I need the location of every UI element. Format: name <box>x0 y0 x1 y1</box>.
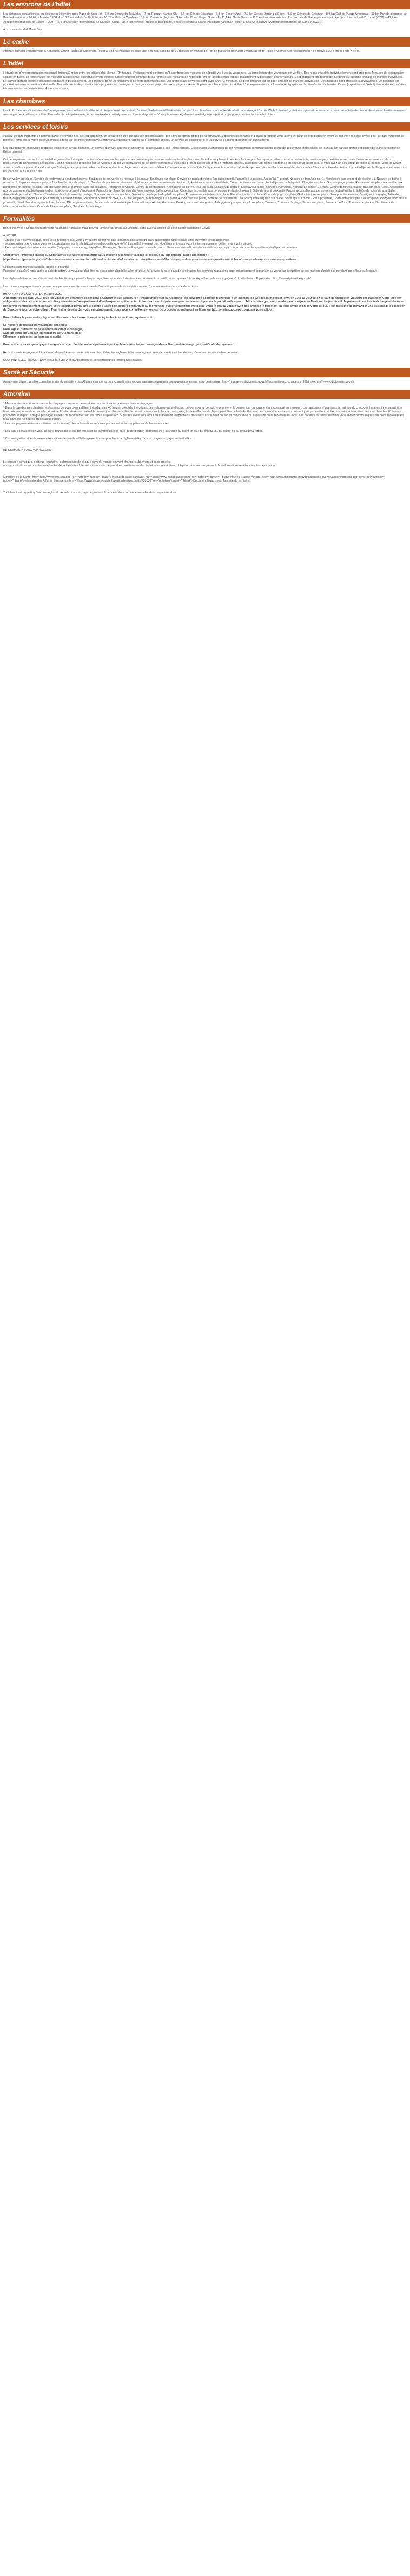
services-text-1: Passez de purs moments de détente dans l'incroyable spa de l'hébergement, un centre bien-être qui propose des massages, des soins corporels et des soins du visage. 6 piscines extérieures et 5 bains à remous vous attendent pour un petit plongeon avant de rejoindre la plage privée pour de purs moments de détente. Parmi les services et équipements offerts par cet hébergement vous trouverez également l'accès Wi-Fi à Internet gratuit, un service de conciergerie et un service de garde d'enfants (en supplément). <box>3 135 405 142</box>
attention-line: * Les frais obligatoires de visa, de carte touristique et en général les frais d'entrée dans le pays de destination sont toujours à la charge du client en plus du prix du vol, du séjour ou du circuit déjà réglés. <box>3 429 263 433</box>
spacer <box>3 433 407 437</box>
formalites-line: Nom, âge et numéros de passeports de chaque passager, <box>3 327 83 331</box>
spacer <box>3 441 407 445</box>
attention-line: nous vous invitons à consulter avant votre départ les sites Internet suivants afin de prendre connaissance des éventuelles restrictions, obligations ou tout simplement des informations relatives à votre destination. <box>3 464 276 467</box>
formalites-line: IMPORTANT A COMPTER DU 01 avril 2021 <box>3 292 62 296</box>
cadre-text: Profitant d'un bel emplacement à Kantenah, Grand Palladium Kantenah Resort & Spa All Inclusive se situe face à la mer, à moins de 10 minutes en voiture de Port de plaisance de Puerto Aventuras et de Plage d'Akumal. Cet hébergement 4 se trouve à 20,3 km de Parc Xel-Há. <box>3 50 360 53</box>
formalites-line: Passeport valable 6 mois après la date de retour. Le voyageur doit être en possession d'un billet aller et retour. À l'arrivée dans le pays de destination, les services migratoires pourront notamment demander au voyageur de justifier de ses moyens d'existence pendant son séjour au Mexique. <box>3 269 378 273</box>
sante-text: Avant votre départ, veuillez consulter le site du ministère des Affaires étrangères pour connaître les risques sanitaires éventuels qui peuvent concerner votre destination : href="http://www.diplomatie.gouv.fr/fr/conseils-aux-voyageurs_909/index.html">www.diplomatie.gouv.fr <box>3 380 354 384</box>
spacer <box>3 472 407 476</box>
services-text-3: Cet hébergement tout inclus est un hébergement tout compris. Les tarifs comprennent les repas et les boissons pris dans les restaurants et les bars sur place. Un supplément peut être facturé pour les repas pris dans certains restaurants, ainsi que pour certains repas, plats, boissons et services. Vous découvrirez de nombreuses spécialités Cuisine mexicaine proposée par La Adelita, l'un des 24 restaurants de cet hébergement tout inclus qui profitez du service d'étage (horaires limités). Idéal pour une soirée couronnée en amoureux ou en solo. Si vous avez un petit creux pendant la journée, vous trouverez aussi un café sur place. Étant donné que l'hébergement propose un bar / salon et un bar à la plage, vous pouvez vous détendre devant un verre autant de fois que vous le souhaitez. N'hésitez pas non plus à aller vous rafraîchir dans un des 2 bars en milieu de piscine. Un petit-déjeuner buffet gratuit est servi tous les jours de 07 h 00 à 11 h 00. <box>3 158 407 173</box>
spacer <box>3 484 407 487</box>
attention-line: * Les compagnies aériennes utilisées ont toutes reçu les autorisations requises par les autorités compétentes de l'aviation civile. <box>3 421 169 425</box>
spacer <box>3 453 407 457</box>
formalites-line: Bonne nouvelle : Complet fera de votre nationalité française, vous pouvez voyager librement au Mexique, sans avoir à justifier de certificat de vaccination Covid. <box>3 227 210 230</box>
spacer <box>3 426 407 430</box>
attention-line: Ministère de la Santé, href="http://www.invs.sante.fr" rel="nofollow" target="_blank">Institut de veille sanitaire, href="http://www.meteofrance.com" rel="nofollow" target="_blank">Météo France Voyage, href="http://www.diplomatie.gouv.fr/fr/conseils-aux-voyageurs/conseils-par-pays/" rel="nofollow" target="_blank">Ministère des Affaires Étrangères, href="https://www.service-public.fr/particuliers/vosdroits/F32033" rel="nofollow" target="_blank">Document légaux pour la sortie du territoire. <box>3 476 385 483</box>
environs-proximity-text: À proximité de Half Moon Bay <box>3 28 42 31</box>
formalites-line: A NOTER <box>3 234 16 238</box>
spacer <box>3 347 407 351</box>
attention-line: * Chronologiation et le classement touristique des modes d'hébergement correspondent à la réglementation ou aux usages du pays de destination. <box>3 437 193 440</box>
hotel-text: Hôte/gérant d'hébergement professionnel. Interval& prévu entre les séjours des clients – 24 heures. L'hébergement confirme qu'il a renforcé ses mesures de sécurité vis-à-vis du voyageurs. La température des voyageurs est vérifiée. Des repas emballés individuellement sont proposés. Mesures de distanciation sociale en place. La température est mesurée au personnel est régulièrement vérifiée. L'hébergement confirme qu'il a renforcé ses mesures de nettoyage. Du gel antibactérien est mis gratuitement à disposition des voyageurs. L'hébergement est désinfecté. Le dîner est proposé emballé de manière individuelle. Le service d'étage propose des repas emballés individuellement. Le personnel porte un équipement de protection individuelle. Les draps et les serviettes sont lavés à 60 °C minimum. Le petit-déjeuner est proposé emballé de manière individuelle. Des masques sont proposés aux voyageurs. Le déjeuner est proposé emballé de manière individuelle. Des vêtements de protection sont proposés aux voyageurs. Des gants sont proposés aux voyageurs. Aucun lit pliant supplémentaire disponible. L'hébergement est conforme aux dispositions de désinfection de Intertek Cristal (expert tiers – Global). Les surfaces touchées fréquemment sont désinfectées. Aucun ascenseur <box>3 71 406 91</box>
section-title-services: Les services et loisirs <box>0 122 410 131</box>
section-title-formalites: Formalités <box>0 214 410 223</box>
formalites-line: Le nombre de passagers voyageant ensemble <box>3 324 68 327</box>
formalites-line: - Pour tout départ d'un aéroport frontalier (Belgique, Luxembourg, Pays-Bas, Allemagne, Suisse ou Espagne...), veuillez vous référer aux sites officiels des ministères des pays concernés pour les conditions de départ et de retour. <box>3 246 298 249</box>
section-title-sante: Santé et Sécurité <box>0 368 410 377</box>
chambres-text: Les 212 chambres climatisées de l'hébergement vous invitent à la détente et comprennent une station d'accueil iPod et une télévision à écran plat. Les chambres sont dotées d'un balcon aménagé. L'accès Wi-Fi à Internet gratuit vous permet de rester en contact avec le reste du monde et votre divertissement est assuré par des chaînes par câble. Une salle de bain privée avec un ensemble douche/baignoire est à votre disposition. Vous y trouverez également une baignoire à jets et un peignoirs de douche à « effet pluie ». <box>3 109 407 116</box>
formalites-line: Ressortissants étrangers et binationaux devront être en conformité avec les différentes réglementations en vigueur, selon leur nationalité et devront s'informer auprès de leur consulat. <box>3 351 239 354</box>
attention-line: La situation climatique, politique, sanitaire, réglementaire de chaque pays du monde pouvant changer subitement et sans préavis, <box>3 460 171 464</box>
spacer <box>3 468 407 472</box>
formalites-line: Pour réaliser le paiement en ligne, veuillez suivre les instructions et indiquer les informations requises, soit : <box>3 316 154 319</box>
formalites-line: COURANT ELECTRIQUE : 127V et 60HZ. Type A et B. Adaptateur et convertisseur de tension nécessaires. <box>3 358 143 362</box>
spacer <box>3 230 407 234</box>
section-cadre <box>0 37 410 59</box>
spacer <box>3 281 407 285</box>
spacer <box>3 320 407 324</box>
section-title-hotel: L'hôtel <box>0 59 410 68</box>
section-environs <box>0 0 410 37</box>
formalites-line: Les mineurs voyageant seuls ou avec une personne ne disposant pas de l'autorité parentale doivent être munis d'une autorisation de sortie de territoire. <box>3 285 199 288</box>
attention-line: * Dans le cas des vols charters, les horaires de vous ci-sont déterminés dans les 48 heures précédant le départ. Les vols peuvent s'effectuer de jour comme de nuit, le premier et le dernier jour du voyage étant consacré au transport. L'organisateur n'ayant pas la maîtrise du choix des horaires, il ne saurait être tenu pour responsable en cas de départ tardif et/ou de retour matinal le dernier jour. En particulier, le départ pouvant avoir lieu tard en soirée, la date effective de départ peut être celle du lendemain. Les horaires vous seront communiqués par mail ou par fax, sur votre convocation aéroport dans les 48 heures précédant le départ. Chaque passager est tenu de reconfirmer son vol retour au plus tard 72 heures avant son retour au numéro de téléphone se trouvant sur son billet ou sur sa convocation ou auprès de notre représentant local. Les horaires de retour définitifs vous seront communiqués par notre représentant local dans les 48 heures précédant le retour. <box>3 406 404 421</box>
formalites-line: Pour les personnes qui voyagent en groupe ou en famille, un seul paiement peut se faire mais chaque passager devra être muni de son propre justificatif de paiement. <box>3 343 234 347</box>
section-formalites <box>0 214 410 368</box>
spacer <box>3 250 407 254</box>
section-title-chambres: Les chambres <box>0 97 410 106</box>
formalites-line: - En cas d'un vol avec escale, nous vous informons que vous devrez être conforme aux formalités sanitaires du pays où se trouve votre escale ainsi que votre destination finale. <box>3 238 230 242</box>
services-text-4: Beach-volley sur place, Service de nettoyage à sec/blanchisserie, Boutiques de souvenirs ou kiosque à journaux, Boutiques sur place, Service de garde d'enfants (en supplément), Parasols à la piscine, Accès Wi-Fi gratuit, Nombre de bars/salons : 1, Nombre de bars en bord de piscine : 1, Nombre de bains à remous : 5, Espaces fumeurs prévus, Nombre de bars de plage : 3, Nombre de piscines extérieures : 6, Nombre de bars en milieu de piscine : 2, Assistance pour visites/billets, Cours de fitness sur place, Petit-déjeuner buffet gratuit, Plongée sur place, Sur une plage privée, Restaurant sur place accessible aux personnes en fauteuil roulant, Petit-déjeuner gratuit, Rampes dans les escaliers, Personnel polyglotte, Centre de conférences, Animations en soirée, Tour les jours, Location de kiosk et Segway sur place, Bain turc /hammam, Nombre de cafés : 1, Livres, Centre de fitness, Basket-ball sur place, Jeux, Accessible aux personnes en fauteuil roulant (des restrictions peuvent s'appliquer), Parasols de plage, Service d'arrivée express, Salles de réunion, Réception accessible aux personnes en fauteuil roulant, Salle de jeux à proximité, Piscine accessible aux personnes en fauteuil roulant, Salle(s) de soins du spa, Salle d'arcade/de jeux vidéo, Saunas, Serviettes de cérémonie de mariage, Spa avec services complets, Serviettes de plage, Volley-ball sur place, Promenades en bateau sur place, Planche à voile sur place, Cours de yoga sur place, Golf miniature sur place, Jeux pour les enfants, Consigne à bagages, Table de billard, Bagagiste/groom, Club pour enfants, Centre d'affaires, Réception ouverte 24 h/24, TV à l'arc sur place, Maître-nageur sur place, Arc de bain sur place, Nombre de restaurants : 14, Racquetball/squash sur place, Soins spa sur place, Golf à proximité, Coffre-fort (consigne à la réception, Plongée avec tuba à proximité, Snack-bar et/ou épicerie fine, Saunas, Pêche pique-niques, Sentiers de randonnée à pied ou à vélo à proximité, Hammam, Parking sans voiturier gratuit, Toboggan aquatique, Kayak sur place, Terrasse, Transats de plage, Tennis sur place, Salon de coiffure, Transats de piscine, Distributeur de billets/services bancaires, Cours de Pilates sur place, Services de concierge <box>3 177 407 208</box>
section-hotel <box>0 59 410 96</box>
spacer <box>3 445 407 449</box>
formalites-line: Les règles relatives au franchissement des frontières propres à chaque pays étant amenées à évoluer, il est vivement conseillé de se reporter à la rubrique "conseils aux voyageurs" du site France Diplomatie, https://www.diplomatie.gouv.fr/. <box>3 277 312 281</box>
section-sante <box>0 368 410 390</box>
formalites-line: - Les modalités pour chaque pays sont consultables sur le site https://www.diplomatie.gouv.fr/fr/. L'actualité évoluant très régulièrement, nous vous invitons à consulter ce lien avant votre départ. <box>3 242 253 246</box>
spacer <box>3 487 407 491</box>
formalites-line: Ressortissants français (adultes, bébés et enfants) : <box>3 265 71 269</box>
formalites-line: A compter du 1er avril 2022, tous les voyageurs étrangers se rendant à Cancun et aux alentours à l'intérieur de l'état du Quintana Roo devront s'acquitter d'une taxe d'un montant de 224 pesos mexicain (environ 10 à 11 USD selon le taux de change en vigueur) par passager. Cette taxe est obligatoire et devra impérativement être présentée à l'aéroport avant d'embarquer et quitter le territoire mexicain. Le paiement peut se faire en ligne sur le portail web suivant : http://visitax.gob.mx/; pendant votre séjour au Mexique. Le justificatif de paiement doit être téléchargé et devra se conserver minutieusement pendant votre séjour. Il devra être présenté à l'aéroport avant d'embarquer au moment de quitter le territoire mexicain. Dans le cas où vous n'avez pas anticipé le paiement en ligne avant la fin de votre séjour, il est possible de demander une assistance à l'aéroport de Cancun le jour de votre départ. Pour éviter de retarder votre embarquement, nous vous conseillons vivement de procéder au paiement en ligne sur http://visitax.gob.mx/ ; pendant votre séjour. <box>3 297 406 312</box>
attention-line: Toutefois il est rappelé qu'aucune région du monde ni aucun pays ne peuvent être considérés comme étant à l'abri du risque terroriste. <box>3 491 177 495</box>
formalites-line: Concernant l'éventuel impact du Coronavirus sur votre séjour, nous vous invitons à consulter la page ci-dessous du site officiel France Diplomatie : <box>3 254 209 258</box>
spacer <box>3 457 407 460</box>
section-services <box>0 122 410 214</box>
attention-body <box>0 399 410 500</box>
environs-distances-text: Les distances sont affichées au dixième de kilomètre près Plage de Kptu Hd – 6,9 km Cénote du Taj Mahal – 7 km Ecopark Kantun Chi – 7,6 km Cénote Cristalino – 7,8 km Cenote Azul – 7,9 km Cenote Jardin del Eden – 8,5 km Cénote de Chikinhe – 8,9 km Golf de Puerto Aventuras – 10 km Port de plaisance de Puerto Aventuras – 10,6 km Musée CEDAM – 10,7 km Hekab Be Bibliotéca – 10,7 km Baie de Xpu-Ha – 10,9 km Centre écologique d'Akumal – 11 km Plage d'Akumal – 11,1 km Oasis Beach – 11,2 km Les aéroports les plus proches de l'hébergement sont : Aéroport international Cozumel (CZM) – 48,2 km Aéroport international de Tulum (TQO) – 75,9 km Aéroport international de Cancun (CUN) – 85,7 km Aéroport proche la plus pratique pour se rendre à Grand Palladium Kantenah Resort & Spa All Inclusive : Aéroport international de Cancun (CUN). <box>3 12 407 24</box>
spacer <box>3 339 407 343</box>
attention-line: * Mesures de sécurité aérienne sur les bagages : mesures de restriction sur les liquides contenus dans les bagages. <box>3 402 154 406</box>
section-chambres <box>0 97 410 123</box>
attention-line: INFORMATIONS AUX VOYAGEURS : <box>3 449 53 452</box>
section-title-cadre: Le cadre <box>0 37 410 47</box>
spacer <box>3 355 407 359</box>
services-text-2: Les équipements et services proposés incluent un centre d'affaires, un service d'arrivée express et un service de nettoyage à sec / blanchisserie. Les espaces événements de cet hébergement comprennent un centre de conférence et des salles de réunion. Un parking gratuit est disponible dans l'enceinte de l'hébergement. <box>3 146 400 154</box>
spacer <box>3 262 407 266</box>
formalites-line: Date de sortie de Cancun (du territoire de Quintana Roo), <box>3 331 83 335</box>
spacer <box>3 312 407 316</box>
section-title-attention: Attention <box>0 390 410 399</box>
section-attention <box>0 390 410 500</box>
formalites-body <box>0 223 410 368</box>
formalites-line: Effectuer le paiement en ligne en sécurité <box>3 335 61 339</box>
formalites-line: https://www.diplomatie.gouv.fr/fr/le-ministere-et-son-reseau/actualites-du-ministere/informations-coronavirus-covid-19/coronavirus-les-reponses-a-vos-questions/article/coronavirus-les-reponses-a-vos-questions <box>3 258 296 261</box>
spacer <box>3 273 407 277</box>
spacer <box>3 289 407 293</box>
section-title-environs: Les environs de l'hôtel <box>0 0 410 9</box>
